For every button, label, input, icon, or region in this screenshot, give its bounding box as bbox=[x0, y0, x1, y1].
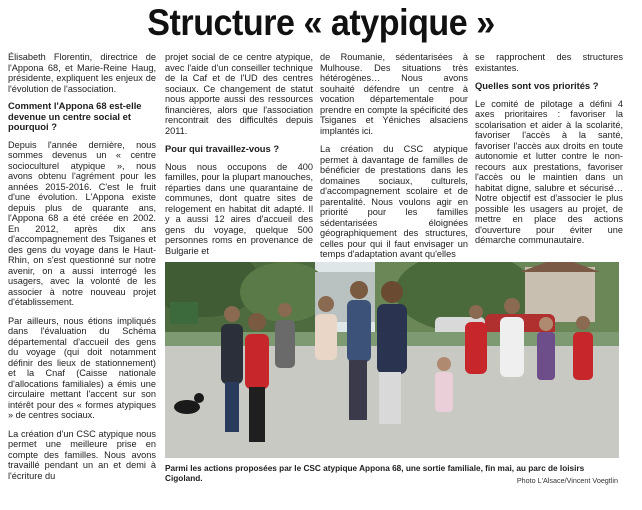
photo-man-head bbox=[381, 281, 403, 303]
photo-woman-head bbox=[504, 298, 520, 314]
photo-child bbox=[537, 332, 555, 380]
article-intro: Élisabeth Florentin, directrice de l'Appona 68, et Marie-Reine Haug, présidente, expliquent les enjeux de l'évolution de l'association. bbox=[8, 52, 156, 94]
paragraph-9: Le comité de pilotage a défini 4 axes prioritaires : favoriser la scolarisation et aider à la scolarité, favoriser l'accès à la santé, favoriser l'accès aux droits en toute autonomie et lutter contre le non-recours aux prestations, favoriser l'accès ou le maintien dans un habitat digne, salubre et sécurisé… Notre objectif est d'associer le plus possible les usagers au projet, de mettre en place des actions d'ouverture pour éviter une démarche communautaire. bbox=[475, 98, 623, 245]
photo-person-legs bbox=[225, 382, 239, 432]
column-4 bbox=[475, 52, 623, 252]
photo-dog-head bbox=[194, 393, 204, 403]
paragraph-8: se rapprochent des structures existantes. bbox=[475, 52, 623, 73]
photo-man-striped bbox=[347, 300, 371, 362]
photo-person bbox=[465, 322, 487, 374]
photo-man-legs bbox=[379, 372, 401, 424]
photo-boy-legs bbox=[249, 387, 265, 442]
paragraph-6: de Roumanie, sédentarisées à Mulhouse. Des situations très hétérogènes… Nous avons souhaité défendre un centre à vocation départementale pour prendre en compte la spécificité des Tsiganes et Yéniches alsaciens implantés ici. bbox=[320, 52, 468, 136]
photo-dog bbox=[174, 400, 200, 414]
paragraph-4: projet social de ce centre atypique, avec l'aide d'un conseiller technique de la Caf et de l'UD des centres sociaux. Ce changement de statut nous apporte aussi des ressources financières, alors que l'association rencontrait des difficultés depuis 2011. bbox=[165, 52, 313, 136]
photo-man-central bbox=[377, 304, 407, 374]
photo-person bbox=[275, 320, 295, 368]
question-2: Pour qui travaillez-vous ? bbox=[165, 143, 280, 154]
photo-person-head bbox=[469, 305, 483, 319]
photo-boy-head bbox=[248, 313, 266, 331]
paragraph-5: Nous nous occupons de 400 familles, pour la plupart manouches, réparties dans une quarantaine de communes, dont quatre sites de relogement en habitat dit adapté. Il y a aussi 12 aires d'accueil des gens du voyage, quelque 500 personnes roms en provenance de Bulgarie et bbox=[165, 161, 313, 256]
column-1 bbox=[8, 52, 156, 487]
paragraph-7: La création du CSC atypique permet à davantage de familles de bénéficier de prestations dans les domaines sociaux, culturels, d'accompagnement scolaire et de parentalité. Nous voulons agir en priorité pour les familles sédentarisées éloignées géographiquement des structures, celles pour qui il faut envisager un temps d'adaptation avant qu'elles bbox=[320, 144, 468, 259]
photo-credit: Photo L'Alsace/Vincent Voegtlin bbox=[516, 476, 618, 485]
question-3: Quelles sont vos priorités ? bbox=[475, 80, 599, 91]
photo-woman bbox=[315, 314, 337, 360]
photo-house bbox=[525, 267, 595, 322]
photo-child-head bbox=[539, 317, 553, 331]
photo-person bbox=[221, 324, 243, 384]
photo-person-head bbox=[224, 306, 240, 322]
column-2 bbox=[165, 52, 313, 262]
photo-child-head bbox=[576, 316, 590, 330]
photo-girl-head bbox=[437, 357, 451, 371]
photo-man-legs bbox=[349, 360, 367, 420]
column-3 bbox=[320, 52, 468, 266]
photo-girl bbox=[435, 372, 453, 412]
photo-woman-head bbox=[318, 296, 334, 312]
article-headline: Structure « atypique » bbox=[147, 2, 495, 43]
photo-boy-red bbox=[245, 334, 269, 389]
photo-person-head bbox=[278, 303, 292, 317]
paragraph-1: Depuis l'année dernière, nous sommes devenus un « centre socioculturel atypique », nous avons obtenu l'agrément pour les années 2015-2016. C'est le fruit d'une évolution. L'Appona existe depuis plus de quarante ans, l'Appona 68 a été créée en 2002. En 2012, après dix ans d'accompagnement des Tsiganes et des gens du voyage dans le Haut-Rhin, on s'est questionné sur notre avenir, on a aussi interrogé les usagers, avec la volonté de les associer à notre nouveau projet d'établissement. bbox=[8, 139, 156, 307]
photo-caption: Parmi les actions proposées par le CSC atypique Appona 68, une sortie familiale, fin mai, au parc de loisirs Cigoland. bbox=[165, 463, 585, 483]
paragraph-3: La création d'un CSC atypique nous permet une meilleure prise en compte des familles. Nous avons travaillé pendant un an et demi à l'écriture du bbox=[8, 428, 156, 481]
photo-woman-white bbox=[500, 317, 524, 377]
question-1: Comment l'Appona 68 est-elle devenue un centre social et pourquoi ? bbox=[8, 100, 142, 132]
photo-man-head bbox=[350, 281, 368, 299]
article-photo bbox=[165, 262, 619, 458]
photo-child-red bbox=[573, 332, 593, 380]
family-outing-photo bbox=[165, 262, 619, 458]
photo-bin bbox=[170, 302, 198, 324]
paragraph-2: Par ailleurs, nous étions impliqués dans l'évaluation du Schéma départemental d'accueil des gens du voyage (qui doit notamment définir des lieux de stationnement) et la Cnaf (Caisse nationale d'allocations familiales) a émis une circulaire mettant l'accent sur son intérêt pour des « formes atypiques » de centres sociaux. bbox=[8, 315, 156, 420]
